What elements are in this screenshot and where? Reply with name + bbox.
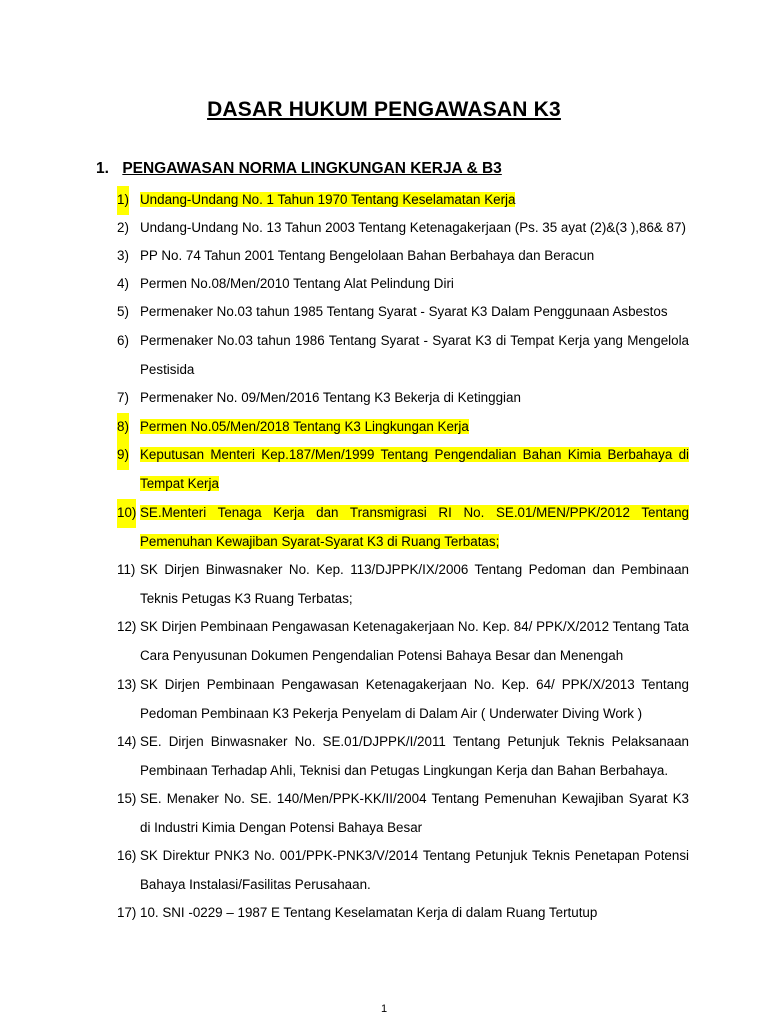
list-item-line-text: Permen No.08/Men/2010 Tentang Alat Pelindung Diri: [140, 276, 454, 291]
list-item-line: [140, 757, 689, 786]
list-item-line: [140, 556, 689, 585]
section-heading: [96, 160, 502, 178]
list-item-line-text: SK Dirjen Binwasnaker No. Kep. 113/DJPPK/IX/2006 Tentang Pedoman dan Pembinaan: [140, 562, 689, 577]
section-title: PENGAWASAN NORMA LINGKUNGAN KERJA & B3: [122, 160, 502, 177]
list-item-line-text: Permenaker No.03 tahun 1986 Tentang Syarat - Syarat K3 di Tempat Kerja yang Mengelola: [140, 333, 689, 348]
list-item-line-text: 10. SNI -0229 – 1987 E Tentang Keselamatan Kerja di dalam Ruang Tertutup: [140, 905, 598, 920]
list-item-text: [140, 298, 689, 327]
list-item-number: 11): [117, 562, 136, 577]
list-item-line-text: SE. Menaker No. SE. 140/Men/PPK-KK/II/2004 Tentang Pemenuhan Kewajiban Syarat K3: [140, 791, 689, 806]
list-item-line: [140, 814, 689, 843]
list-item-number: 16): [117, 848, 137, 863]
list-item-line: [140, 642, 689, 671]
list-item-number: 15): [117, 791, 137, 806]
list-item-line-text: Pemenuhan Kewajiban Syarat-Syarat K3 di Ruang Terbatas;: [140, 533, 500, 549]
list-item-line: [140, 327, 689, 356]
list-item-number: 9): [117, 441, 129, 470]
list-item-text: [140, 384, 689, 413]
list-item-text: [140, 186, 689, 215]
list-item-line-text: Pedoman Pembinaan K3 Pekerja Penyelam di Dalam Air ( Underwater Diving Work ): [140, 705, 643, 721]
list-item-text: [140, 842, 689, 899]
list-item-number: 3): [117, 248, 129, 263]
list-item-text: [140, 327, 689, 384]
list-item-number: 17): [117, 905, 137, 920]
list-item-line: [140, 242, 689, 271]
list-item-number: 14): [117, 734, 137, 749]
list-item-text: [140, 613, 689, 670]
list-item-number: 6): [117, 333, 129, 348]
list-item-line-text: Bahaya Instalasi/Fasilitas Perusahaan.: [140, 876, 371, 892]
list-item-line-text: Permen No.05/Men/2018 Tentang K3 Lingkungan Kerja: [140, 419, 469, 434]
document-title: DASAR HUKUM PENGAWASAN K3: [207, 98, 561, 121]
list-item-line: [140, 270, 689, 299]
list-item-line: [140, 671, 689, 700]
list-item-text: [140, 556, 689, 613]
list-item-line: [140, 214, 689, 243]
page-number: 1: [380, 1003, 388, 1015]
list-item-line-text: SK Dirjen Pembinaan Pengawasan Ketenagakerjaan No. Kep. 64/ PPK/X/2013 Tentang: [140, 677, 689, 692]
list-item-line: [140, 298, 689, 327]
list-item-line-text: Undang-Undang No. 1 Tahun 1970 Tentang Keselamatan Kerja: [140, 192, 516, 207]
list-item-line-text: Undang-Undang No. 13 Tahun 2003 Tentang Ketenagakerjaan (Ps. 35 ayat (2)&(3 ),86& 87): [140, 220, 686, 235]
list-item-number: 1): [117, 186, 129, 215]
list-item-line-text: SK Direktur PNK3 No. 001/PPK-PNK3/V/2014 Tentang Petunjuk Teknis Penetapan Potensi: [140, 848, 689, 863]
list-item-number: 4): [117, 276, 129, 291]
list-item-line-text: SK Dirjen Pembinaan Pengawasan Ketenagakerjaan No. Kep. 84/ PPK/X/2012 Tentang Tata: [140, 619, 689, 634]
list-item-number: 12): [117, 619, 137, 634]
list-item-text: [140, 785, 689, 842]
list-item-line: [140, 842, 689, 871]
list-item-text: [140, 214, 689, 243]
list-item-line-text: di Industri Kimia Dengan Potensi Bahaya Besar: [140, 819, 423, 835]
list-item-line-text: SE. Dirjen Binwasnaker No. SE.01/DJPPK/I/2011 Tentang Petunjuk Teknis Pelaksanaan: [140, 734, 689, 749]
list-item-number: 2): [117, 220, 129, 235]
list-item-number: 10): [117, 499, 136, 528]
list-item-line: [140, 384, 689, 413]
list-item-number: 13): [117, 677, 137, 692]
section-number: 1.: [96, 160, 109, 177]
list-item-line: [140, 700, 689, 729]
list-item-line-text: Permenaker No. 09/Men/2016 Tentang K3 Bekerja di Ketinggian: [140, 390, 521, 405]
list-item-text: [140, 671, 689, 728]
list-item-line: [140, 899, 689, 928]
list-item-number: 8): [117, 413, 129, 442]
list-item-line-text: PP No. 74 Tahun 2001 Tentang Bengelolaan Bahan Berbahaya dan Beracun: [140, 248, 595, 263]
list-item-line-text: Permenaker No.03 tahun 1985 Tentang Syarat - Syarat K3 Dalam Penggunaan Asbestos: [140, 304, 668, 319]
list-item-line: [140, 441, 689, 470]
list-item-text: [140, 499, 689, 556]
list-item-text: [140, 899, 689, 928]
list-item-line-text: Teknis Petugas K3 Ruang Terbatas;: [140, 590, 353, 606]
list-item-line-text: Pembinaan Terhadap Ahli, Teknisi dan Petugas Lingkungan Kerja dan Bahan Berbahaya.: [140, 762, 669, 778]
list-item-line-text: Tempat Kerja: [140, 475, 219, 491]
list-item-line-text: Cara Penyusunan Dokumen Pengendalian Potensi Bahaya Besar dan Menengah: [140, 647, 624, 663]
list-item-line: [140, 413, 689, 442]
list-item-line-text: SE.Menteri Tenaga Kerja dan Transmigrasi RI No. SE.01/MEN/PPK/2012 Tentang: [140, 505, 689, 520]
list-item-line: [140, 785, 689, 814]
list-item-line: [140, 186, 689, 215]
list-item-text: [140, 242, 689, 271]
list-item-line: [140, 871, 689, 900]
list-item-line: [140, 585, 689, 614]
list-item-text: [140, 270, 689, 299]
list-item-line: [140, 356, 689, 385]
list-item-number: 7): [117, 390, 129, 405]
list-item-line: [140, 613, 689, 642]
list-item-line: [140, 528, 689, 557]
list-item-line-text: Pestisida: [140, 361, 195, 377]
list-item-line: [140, 499, 689, 528]
list-item-text: [140, 728, 689, 785]
list-item-text: [140, 413, 689, 442]
list-item-line: [140, 728, 689, 757]
list-item-line-text: Keputusan Menteri Kep.187/Men/1999 Tentang Pengendalian Bahan Kimia Berbahaya di: [140, 447, 689, 462]
list-item-text: [140, 441, 689, 498]
list-item-line: [140, 470, 689, 499]
list-item-number: 5): [117, 304, 129, 319]
